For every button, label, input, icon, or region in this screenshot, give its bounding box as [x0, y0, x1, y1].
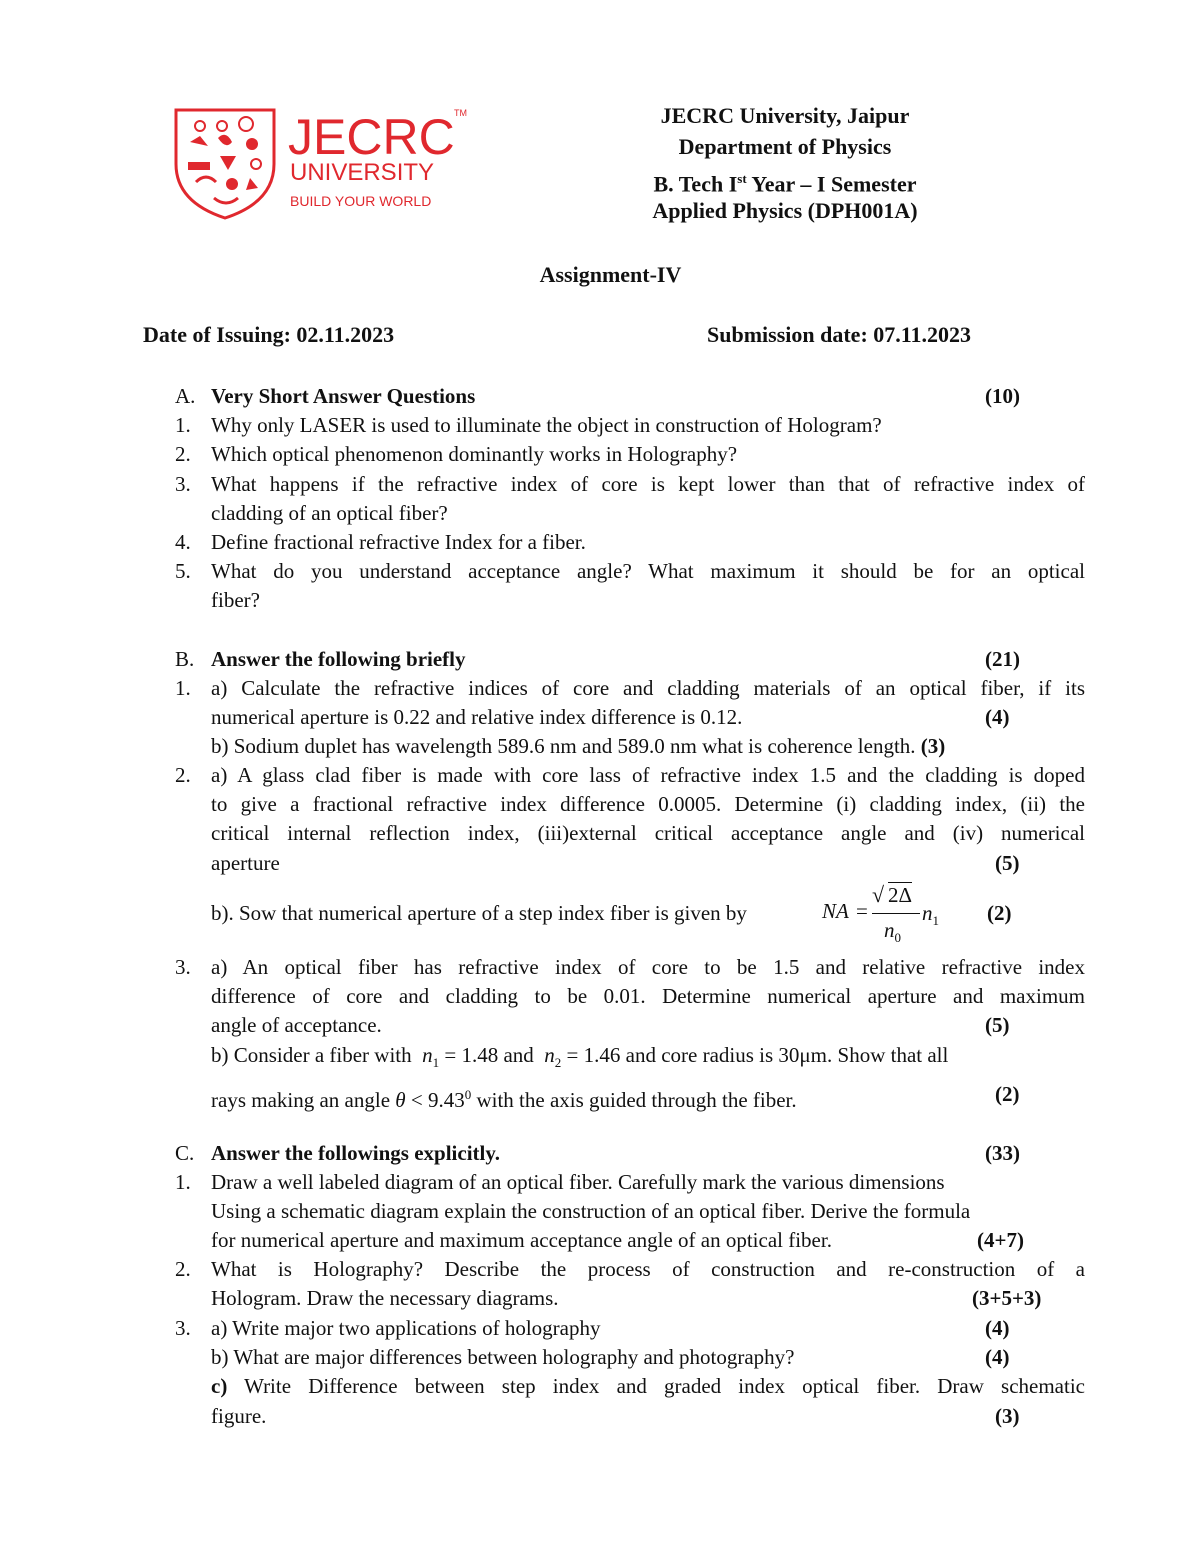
logo-crest-icon — [170, 102, 470, 220]
n2-var: n — [544, 1043, 555, 1067]
university-name: JECRC University, Jaipur — [660, 103, 910, 128]
rhs-var: n — [922, 901, 933, 925]
course-post: Year – I Semester — [746, 171, 917, 197]
q3b2-post: with the axis guided through the fiber. — [471, 1088, 797, 1112]
course-sup: st — [737, 171, 747, 186]
item-number: 5. — [175, 559, 191, 583]
question-text: cladding of an optical fiber? — [211, 501, 448, 525]
issuing-date: Date of Issuing: 02.11.2023 — [143, 322, 395, 347]
logo-university: UNIVERSITY — [290, 159, 435, 186]
question-text: b). Sow that numerical aperture of a step index fiber is given by — [211, 901, 747, 925]
question-text: a) Calculate the refractive indices of core and cladding materials of an optical fiber, if its — [211, 676, 1085, 700]
logo-tm: TM — [454, 108, 467, 118]
question-text: fiber? — [211, 588, 260, 612]
item-number: 1. — [175, 413, 191, 437]
subject-name: Applied Physics (DPH001A) — [652, 198, 918, 223]
question-text: What happens if the refractive index of core is kept lower than that of refractive index of — [211, 472, 1085, 496]
item-number: 1. — [175, 676, 191, 700]
question-text: to give a fractional refractive index difference 0.0005. Determine (i) cladding index, (ii) the — [211, 792, 1085, 816]
n1-sub: 1 — [432, 1055, 440, 1071]
item-number: 4. — [175, 530, 191, 554]
question-marks: (4) — [985, 705, 1010, 729]
question-text — [211, 1041, 1085, 1077]
section-title: Answer the followings explicitly. — [211, 1141, 500, 1165]
question-text: difference of core and cladding to be 0.01. Determine numerical aperture and maximum — [211, 984, 1085, 1008]
q3c-text: Write Difference between step index and graded index optical fiber. Draw schematic — [227, 1374, 1085, 1398]
question-text: a) An optical fiber has refractive index of core to be 1.5 and relative refractive index — [211, 955, 1085, 979]
section-label: C. — [175, 1141, 195, 1165]
q3b-and: and — [498, 1043, 540, 1067]
question-marks: (2) — [987, 901, 1012, 925]
question-text — [211, 1372, 1085, 1401]
formula-eq: = — [856, 899, 868, 923]
page-title: Assignment-IV — [539, 262, 682, 287]
section-marks: (21) — [985, 647, 1020, 671]
question-text: critical internal reflection index, (iii)external critical acceptance angle and (iv) numerical — [211, 821, 1085, 845]
question-text: b) What are major differences between holography and photography? — [211, 1345, 795, 1369]
den-sub: 0 — [894, 930, 901, 946]
question-text — [211, 732, 1085, 761]
theta-value: < 9.43 — [405, 1088, 465, 1112]
question-text — [211, 1080, 1085, 1115]
section-marks: (33) — [985, 1141, 1020, 1165]
question-text: What is Holography? Describe the process of construction and re-construction of a — [211, 1257, 1085, 1281]
section-title: Answer the following briefly — [211, 647, 466, 671]
formula-rhs — [922, 901, 939, 929]
item-number: 2. — [175, 442, 191, 466]
n2-value: = 1.46 — [561, 1043, 621, 1067]
formula-lhs: NA — [822, 899, 849, 923]
na-formula — [822, 882, 952, 946]
den-var: n — [884, 918, 895, 942]
question-text: a) A glass clad fiber is made with core lass of refractive index 1.5 and the cladding is doped — [211, 763, 1085, 787]
logo-tagline: BUILD YOUR WORLD — [290, 193, 432, 209]
question-text: Draw a well labeled diagram of an optical fiber. Carefully mark the various dimensions — [211, 1170, 945, 1194]
formula-num: 2Δ — [888, 883, 913, 907]
item-number: 1. — [175, 1170, 191, 1194]
section-title: Very Short Answer Questions — [211, 384, 476, 408]
question-marks: (4) — [985, 1345, 1010, 1369]
question-text: aperture — [211, 851, 280, 875]
question-marks: (4) — [985, 1316, 1010, 1340]
question-text: a) Write major two applications of holography — [211, 1316, 601, 1340]
formula-den — [884, 918, 901, 946]
question-text: Using a schematic diagram explain the construction of an optical fiber. Derive the formula — [211, 1199, 971, 1223]
item-number: 2. — [175, 763, 191, 787]
q3b-post: and core radius is 30μm. Show that all — [620, 1043, 949, 1067]
fraction-bar — [872, 913, 920, 914]
q3b-pre: b) Consider a fiber with — [211, 1043, 412, 1067]
question-text: What do you understand acceptance angle? What maximum it should be for an optical — [211, 559, 1085, 583]
question-text: Why only LASER is used to illuminate the object in construction of Hologram? — [211, 413, 882, 437]
course-pre: B. Tech I — [653, 171, 738, 197]
question-marks: (2) — [995, 1082, 1020, 1106]
degree-sup: 0 — [464, 1087, 472, 1102]
question-text: Hologram. Draw the necessary diagrams. — [211, 1286, 559, 1310]
question-marks: (3) — [920, 734, 946, 758]
item-number: 3. — [175, 955, 191, 979]
theta-symbol: θ — [395, 1088, 406, 1112]
section-label: B. — [175, 647, 195, 671]
question-text: Define fractional refractive Index for a fiber. — [211, 530, 586, 554]
question-text: for numerical aperture and maximum acceptance angle of an optical fiber. — [211, 1228, 832, 1252]
q3b2-pre: rays making an angle — [211, 1088, 396, 1112]
question-marks: (4+7) — [977, 1228, 1024, 1252]
submission-date: Submission date: 07.11.2023 — [707, 322, 972, 347]
university-logo — [170, 102, 470, 220]
section-label: A. — [175, 384, 196, 408]
question-marks: (5) — [985, 1013, 1010, 1037]
item-number: 3. — [175, 1316, 191, 1340]
item-number: 3. — [175, 472, 191, 496]
question-marks: (3) — [995, 1404, 1020, 1428]
question-text: Which optical phenomenon dominantly works in Holography? — [211, 442, 738, 466]
department-name: Department of Physics — [678, 134, 892, 159]
question-marks: (5) — [995, 851, 1020, 875]
question-text: numerical aperture is 0.22 and relative index difference is 0.12. — [211, 705, 743, 729]
question-text: angle of acceptance. — [211, 1013, 382, 1037]
sqrt-icon: √ — [872, 882, 885, 907]
item-number: 2. — [175, 1257, 191, 1281]
n1-value: = 1.48 — [439, 1043, 499, 1067]
section-marks: (10) — [985, 384, 1020, 408]
question-marks: (3+5+3) — [972, 1286, 1042, 1310]
logo-name: JECRC — [288, 109, 455, 165]
question-text: figure. — [211, 1404, 267, 1428]
n1-var: n — [422, 1043, 433, 1067]
question-text-b: b) Sodium duplet has wavelength 589.6 nm and 589.0 nm what is coherence length. — [211, 734, 916, 758]
rhs-sub: 1 — [932, 913, 939, 929]
q3c-label: c) — [211, 1374, 228, 1398]
n2-sub: 2 — [554, 1055, 562, 1071]
